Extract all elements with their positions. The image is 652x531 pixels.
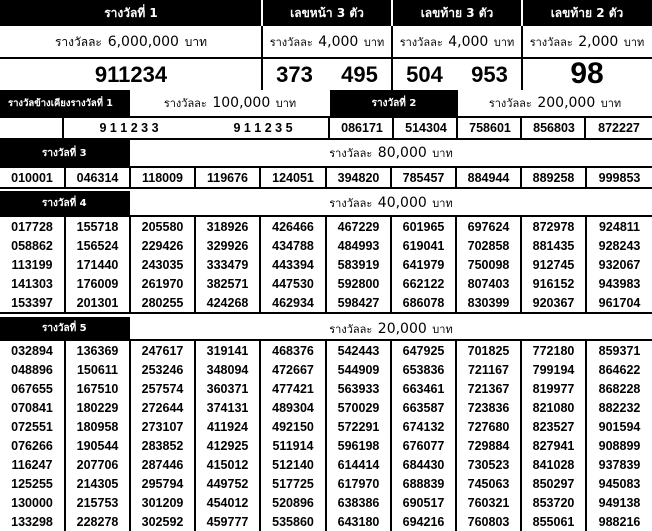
prize3-number: 884944 xyxy=(456,168,521,188)
prize5-number: 032894 xyxy=(0,341,65,360)
side-prize-number-1: 9 1 1 2 3 3 xyxy=(99,121,159,135)
prize4-number: 912745 xyxy=(521,255,586,274)
prize5-number: 348094 xyxy=(195,360,260,379)
prize2-label: รางวัลที่ 2 xyxy=(330,90,458,116)
prize5-number: 449752 xyxy=(195,474,260,493)
prize5-number: 819977 xyxy=(521,379,586,398)
prize5-number: 412925 xyxy=(195,436,260,455)
prize5-number: 180958 xyxy=(65,417,130,436)
prize5-number: 647925 xyxy=(391,341,456,360)
prize5-number: 076266 xyxy=(0,436,65,455)
prize5-number: 512140 xyxy=(260,455,326,474)
prize4-number: 807403 xyxy=(456,274,521,293)
prize5-number: 517725 xyxy=(260,474,326,493)
prize5-number: 674132 xyxy=(391,417,456,436)
prize5-number: 563933 xyxy=(326,379,391,398)
header-back-2: เลขท้าย 2 ตัว xyxy=(522,0,652,26)
prize4-number: 961704 xyxy=(586,293,652,313)
side-prize-label: รางวัลข้างเคียงรางวัลที่ 1 xyxy=(0,90,130,116)
prize4-number: 697624 xyxy=(456,217,521,236)
prize5-number: 067655 xyxy=(0,379,65,398)
prize5-number: 150611 xyxy=(65,360,130,379)
prize5-number: 723836 xyxy=(456,398,521,417)
prize5-amount: รางวัลละ 20,000 บาท xyxy=(329,321,453,337)
table-row xyxy=(0,236,652,255)
prize5-number: 901594 xyxy=(598,419,641,434)
prize5-number: 459777 xyxy=(195,512,260,531)
prize5-number: 617970 xyxy=(326,474,391,493)
prize2-amount: รางวัลละ 200,000 บาท xyxy=(488,95,622,111)
prize5-number: 167510 xyxy=(65,379,130,398)
prize5-number: 684430 xyxy=(391,455,456,474)
prize4-number: 113199 xyxy=(0,255,65,274)
prize5-label: รางวัลที่ 5 xyxy=(0,317,130,339)
prize2-number-4: 856803 xyxy=(533,121,575,135)
prize5-number: 477421 xyxy=(260,379,326,398)
prize5-number: 572291 xyxy=(326,417,391,436)
prize5-number: 489304 xyxy=(260,398,326,417)
prize4-number: 176009 xyxy=(65,274,130,293)
prize3-label: รางวัลที่ 3 xyxy=(0,140,130,166)
table-row xyxy=(0,493,652,512)
prize5-number: 949138 xyxy=(598,495,641,510)
prize5-number: 190544 xyxy=(65,436,130,455)
header-back-3: เลขท้าย 3 ตัว xyxy=(392,0,522,26)
prize5-number: 247617 xyxy=(130,341,195,360)
first-prize-number: 911234 xyxy=(94,61,168,87)
prize5-number: 570029 xyxy=(326,398,391,417)
prize4-number: 619041 xyxy=(391,236,456,255)
table-row xyxy=(0,255,652,274)
prize5-number: 908899 xyxy=(598,438,641,453)
prize4-label: รางวัลที่ 4 xyxy=(0,191,130,215)
prize5-number: 821080 xyxy=(521,398,586,417)
table-row xyxy=(0,274,652,293)
prize5-number: 676077 xyxy=(391,436,456,455)
prize5-number: 760321 xyxy=(456,493,521,512)
prize4-number: 872978 xyxy=(521,217,586,236)
prize5-number: 760803 xyxy=(456,512,521,531)
prize4-number: 924811 xyxy=(598,219,641,234)
prize5-number: 535860 xyxy=(260,512,326,531)
prize5-number: 988216 xyxy=(598,514,641,529)
prize5-number: 841028 xyxy=(521,455,586,474)
prize5-number: 638386 xyxy=(326,493,391,512)
prize5-number: 690517 xyxy=(391,493,456,512)
back2-amount: รางวัลละ 2,000 บาท xyxy=(529,34,645,50)
prize5-number: 643180 xyxy=(326,512,391,531)
prize4-table xyxy=(0,217,652,314)
prize5-number: 253246 xyxy=(130,360,195,379)
prize5-number: 228278 xyxy=(65,512,130,531)
prize4-number: 424268 xyxy=(195,293,260,313)
prize4-number: 329926 xyxy=(195,236,260,255)
prize5-number: 048896 xyxy=(0,360,65,379)
table-row xyxy=(0,512,652,531)
table-row xyxy=(0,217,652,236)
prize3-number: 046314 xyxy=(65,168,130,188)
prize4-number: 662122 xyxy=(391,274,456,293)
side-prize-amount: รางวัลละ 100,000 บาท xyxy=(163,95,297,111)
prize5-number: 468376 xyxy=(260,341,326,360)
prize3-number: 394820 xyxy=(326,168,391,188)
prize5-number: 130000 xyxy=(0,493,65,512)
prize4-number: 171440 xyxy=(65,255,130,274)
prize5-number: 520896 xyxy=(260,493,326,512)
prize5-number: 727680 xyxy=(456,417,521,436)
prize4-number: 447530 xyxy=(260,274,326,293)
prize2-number-5: 872227 xyxy=(598,121,640,135)
prize4-number: 928243 xyxy=(598,238,641,253)
prize5-number: 823527 xyxy=(521,417,586,436)
prize3-number: 999853 xyxy=(586,168,652,188)
prize5-number: 864622 xyxy=(598,362,641,377)
table-row xyxy=(0,474,652,493)
prize3-number: 889258 xyxy=(521,168,586,188)
prize5-table xyxy=(0,341,652,531)
prize5-number: 511914 xyxy=(260,436,326,455)
prize5-number: 701825 xyxy=(456,341,521,360)
table-row xyxy=(0,293,652,313)
prize4-number: 333479 xyxy=(195,255,260,274)
prize4-number: 318926 xyxy=(195,217,260,236)
prize5-number: 859371 xyxy=(598,343,641,358)
prize5-number: 273107 xyxy=(130,417,195,436)
front3-amount: รางวัลละ 4,000 บาท xyxy=(269,34,385,50)
prize5-number: 472667 xyxy=(260,360,326,379)
side-prize-number-2: 9 1 1 2 3 5 xyxy=(233,121,293,135)
back3-amount: รางวัลละ 4,000 บาท xyxy=(399,34,515,50)
prize4-number: 426466 xyxy=(260,217,326,236)
prize4-number: 201301 xyxy=(65,293,130,313)
prize5-number: 415012 xyxy=(195,455,260,474)
prize5-number: 688839 xyxy=(391,474,456,493)
table-row xyxy=(0,360,652,379)
prize5-number: 116247 xyxy=(0,455,65,474)
prize5-number: 544909 xyxy=(326,360,391,379)
prize5-number: 694216 xyxy=(391,512,456,531)
prize4-number: 443394 xyxy=(260,255,326,274)
prize4-number: 141303 xyxy=(0,274,65,293)
prize3-number: 124051 xyxy=(260,168,326,188)
prize5-number: 614414 xyxy=(326,455,391,474)
prize5-number: 374131 xyxy=(195,398,260,417)
prize5-number: 868228 xyxy=(598,381,641,396)
prize4-number: 017728 xyxy=(0,217,65,236)
table-row xyxy=(0,398,652,417)
prize5-number: 827941 xyxy=(521,436,586,455)
prize5-number: 542443 xyxy=(326,341,391,360)
header-front-3: เลขหน้า 3 ตัว xyxy=(262,0,392,26)
prize5-number: 070841 xyxy=(0,398,65,417)
prize5-number: 745063 xyxy=(456,474,521,493)
prize5-number: 295794 xyxy=(130,474,195,493)
first-prize-amount: รางวัลละ 6,000,000 บาท xyxy=(54,34,208,50)
prize5-number: 799194 xyxy=(521,360,586,379)
prize4-number: 583919 xyxy=(326,255,391,274)
prize4-number: 702858 xyxy=(456,236,521,255)
prize5-number: 850297 xyxy=(521,474,586,493)
prize5-number: 272644 xyxy=(130,398,195,417)
prize5-number: 937839 xyxy=(598,457,641,472)
prize2-number-3: 758601 xyxy=(469,121,511,135)
prize5-number: 072551 xyxy=(0,417,65,436)
prize5-number: 360371 xyxy=(195,379,260,398)
prize4-number: 641979 xyxy=(391,255,456,274)
prize3-number: 010001 xyxy=(0,168,65,188)
prize5-number: 454012 xyxy=(195,493,260,512)
prize5-number: 653836 xyxy=(391,360,456,379)
back2-number: 98 xyxy=(570,56,604,90)
prize3-number: 119676 xyxy=(195,168,260,188)
prize5-number: 287446 xyxy=(130,455,195,474)
prize5-number: 729884 xyxy=(456,436,521,455)
table-row xyxy=(0,455,652,474)
prize5-number: 301209 xyxy=(130,493,195,512)
prize5-number: 214305 xyxy=(65,474,130,493)
prize5-number: 721367 xyxy=(456,379,521,398)
table-row xyxy=(0,168,652,188)
prize5-number: 283852 xyxy=(130,436,195,455)
prize5-number: 730523 xyxy=(456,455,521,474)
prize4-number: 153397 xyxy=(0,293,65,313)
prize4-number: 916152 xyxy=(521,274,586,293)
prize4-number: 462934 xyxy=(260,293,326,313)
table-row xyxy=(0,341,652,360)
prize4-number: 058862 xyxy=(0,236,65,255)
table-row xyxy=(0,379,652,398)
back3-number-2: 953 xyxy=(471,61,508,87)
prize5-number: 125255 xyxy=(0,474,65,493)
prize4-number: 601965 xyxy=(391,217,456,236)
prize4-number: 434788 xyxy=(260,236,326,255)
prize4-number: 280255 xyxy=(130,293,195,313)
prize5-number: 302592 xyxy=(130,512,195,531)
prize5-number: 180229 xyxy=(65,398,130,417)
prize4-number: 382571 xyxy=(195,274,260,293)
prize4-number: 484993 xyxy=(326,236,391,255)
prize5-number: 133298 xyxy=(0,512,65,531)
prize3-amount: รางวัลละ 80,000 บาท xyxy=(329,145,453,161)
prize3-table xyxy=(0,168,652,189)
prize5-number: 207706 xyxy=(65,455,130,474)
front3-number-2: 495 xyxy=(341,61,378,87)
prize5-number: 945083 xyxy=(598,476,641,491)
table-row xyxy=(0,436,652,455)
prize4-number: 881435 xyxy=(521,236,586,255)
prize3-number: 785457 xyxy=(391,168,456,188)
header-first-prize: รางวัลที่ 1 xyxy=(0,0,262,26)
prize4-number: 932067 xyxy=(598,257,641,272)
prize5-number: 853720 xyxy=(521,493,586,512)
prize4-number: 229426 xyxy=(130,236,195,255)
prize4-number: 943983 xyxy=(598,276,641,291)
prize5-number: 882232 xyxy=(598,400,641,415)
prize5-number: 596198 xyxy=(326,436,391,455)
prize4-number: 830399 xyxy=(456,293,521,313)
prize5-number: 411924 xyxy=(195,417,260,436)
prize4-amount: รางวัลละ 40,000 บาท xyxy=(329,195,453,211)
prize5-number: 772180 xyxy=(521,341,586,360)
prize2-number-1: 086171 xyxy=(341,121,383,135)
prize4-number: 592800 xyxy=(326,274,391,293)
prize4-number: 155718 xyxy=(65,217,130,236)
prize4-number: 261970 xyxy=(130,274,195,293)
prize5-number: 721167 xyxy=(456,360,521,379)
prize3-number: 118009 xyxy=(130,168,195,188)
prize5-number: 663461 xyxy=(391,379,456,398)
table-row xyxy=(0,417,652,436)
prize5-number: 663587 xyxy=(391,398,456,417)
prize5-number: 319141 xyxy=(195,341,260,360)
prize4-number: 750098 xyxy=(456,255,521,274)
prize5-number: 215753 xyxy=(65,493,130,512)
prize5-number: 257574 xyxy=(130,379,195,398)
prize4-number: 243035 xyxy=(130,255,195,274)
prize4-number: 156524 xyxy=(65,236,130,255)
prize5-number: 855061 xyxy=(521,512,586,531)
prize4-number: 920367 xyxy=(521,293,586,313)
back3-number-1: 504 xyxy=(406,61,443,87)
prize5-number: 492150 xyxy=(260,417,326,436)
prize4-number: 686078 xyxy=(391,293,456,313)
prize4-number: 598427 xyxy=(326,293,391,313)
prize4-number: 467229 xyxy=(326,217,391,236)
prize5-number: 136369 xyxy=(65,341,130,360)
prize2-number-2: 514304 xyxy=(405,121,447,135)
front3-number-1: 373 xyxy=(276,61,313,87)
prize4-number: 205580 xyxy=(130,217,195,236)
